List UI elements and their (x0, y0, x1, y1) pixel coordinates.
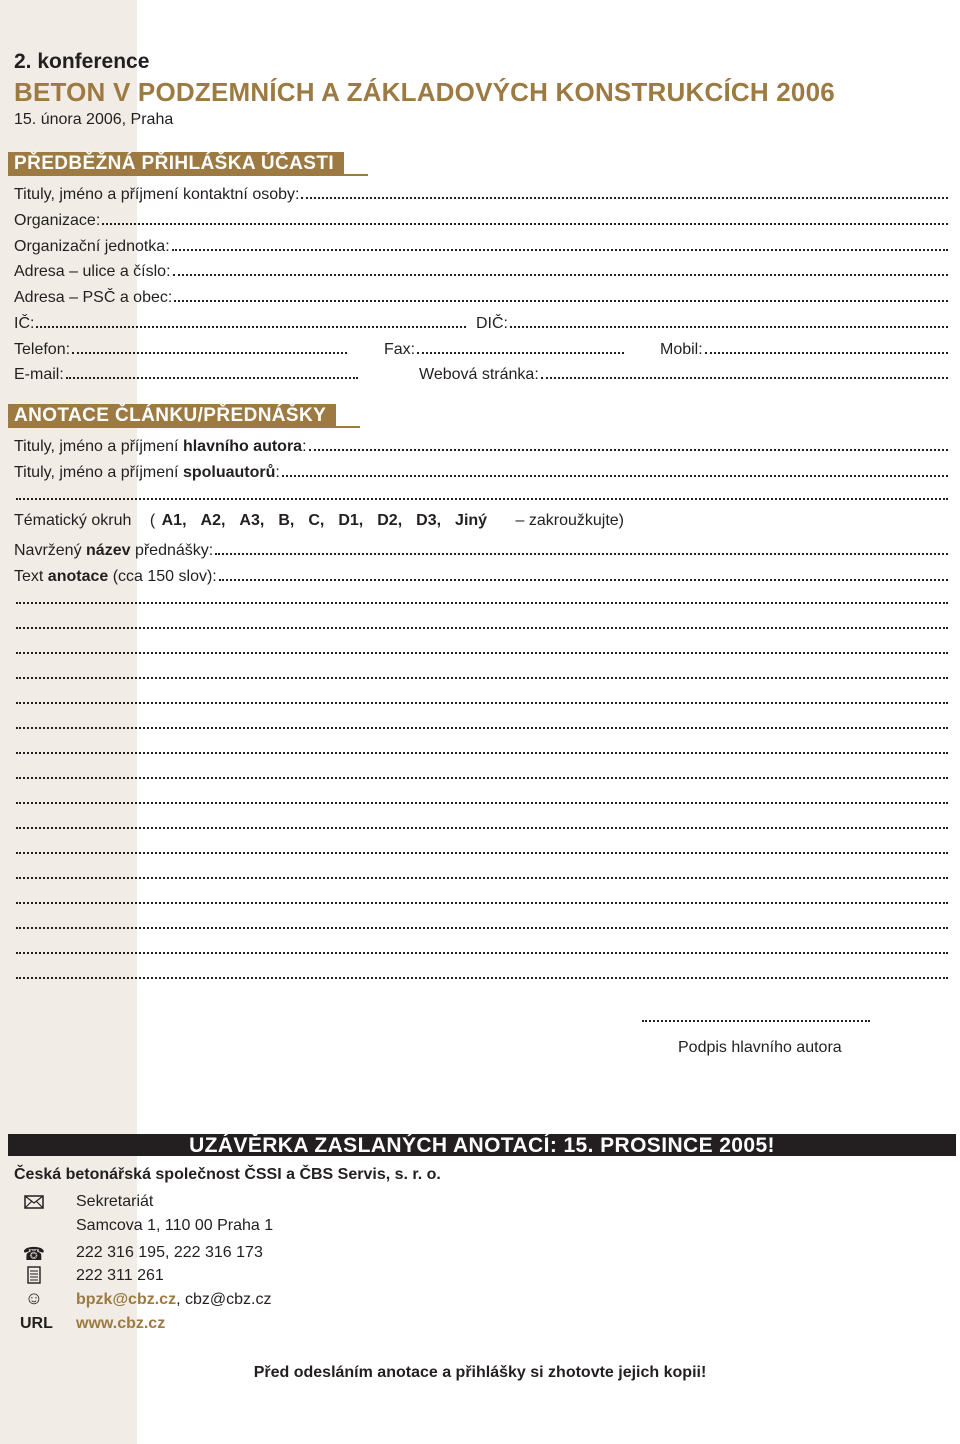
topic-label: Tématický okruh (14, 512, 132, 529)
topic-option[interactable]: A2, (200, 512, 226, 529)
annotation-line[interactable] (16, 925, 948, 929)
topic-row (14, 512, 624, 530)
conference-date: 15. února 2006, Praha (14, 111, 174, 128)
annotation-line[interactable] (16, 675, 948, 679)
topic-option[interactable]: D1, (338, 512, 364, 529)
organization-field[interactable] (14, 208, 948, 230)
web-label: Webová stránka: (419, 366, 539, 383)
topic-option[interactable]: A3, (239, 512, 265, 529)
website-link-wrap (76, 1315, 165, 1333)
conference-number: 2. konference (14, 50, 150, 73)
envelope-icon (22, 1193, 46, 1214)
annotation-heading (8, 404, 360, 428)
address-city-label: Adresa – PSČ a obec: (14, 289, 173, 306)
main-author-bold: hlavního autora (182, 438, 303, 455)
talk-title-bold: název (86, 542, 131, 559)
url-label: URL (20, 1315, 53, 1332)
topic-option[interactable]: A1, (161, 512, 187, 529)
phone-numbers: 222 316 195, 222 316 173 (76, 1244, 263, 1261)
annotation-line[interactable] (16, 725, 948, 729)
annotation-heading-text: ANOTACE ČLÁNKU/PŘEDNÁŠKY (8, 404, 336, 428)
dic-label: DIČ: (476, 315, 508, 332)
main-author-field[interactable]: Tituly, jméno a příjmení hlavního autora: (14, 434, 948, 456)
phone-field[interactable] (14, 337, 347, 359)
organization-label: Organizace: (14, 212, 101, 229)
contact-name-field[interactable] (14, 182, 948, 204)
annotation-line[interactable] (16, 850, 948, 854)
annotation-line[interactable] (16, 800, 948, 804)
topic-option[interactable]: C, (308, 512, 325, 529)
mobile-field[interactable] (660, 337, 948, 359)
signature-line[interactable] (642, 1020, 870, 1022)
fax-number: 222 311 261 (76, 1267, 164, 1284)
website-link[interactable]: www.cbz.cz (76, 1315, 166, 1332)
address-street-field[interactable] (14, 259, 948, 281)
phone-label: Telefon: (14, 341, 71, 358)
ic-label: IČ: (14, 315, 35, 332)
unit-label: Organizační jednotka: (14, 238, 170, 255)
smiley-icon: ☺ (24, 1288, 44, 1308)
fax-label: Fax: (384, 341, 416, 358)
email-other[interactable]: , cbz@cbz.cz (176, 1291, 272, 1308)
topic-option[interactable]: D2, (377, 512, 403, 529)
topic-open: ( (149, 512, 156, 529)
topic-option[interactable]: D3, (416, 512, 442, 529)
unit-field[interactable] (14, 234, 948, 256)
email-field[interactable] (14, 362, 358, 384)
conference-title: BETON V PODZEMNÍCH A ZÁKLADOVÝCH KONSTRUKCÍCH 2006 (14, 77, 835, 107)
ic-field[interactable] (14, 311, 466, 333)
topic-option[interactable]: B, (278, 512, 295, 529)
annotation-line[interactable] (16, 875, 948, 879)
talk-title-suffix: přednášky: (130, 542, 214, 559)
annotation-line[interactable] (16, 950, 948, 954)
annotation-text-label: Text (14, 568, 48, 585)
email-label: E-mail: (14, 366, 64, 383)
fax-field[interactable] (384, 337, 624, 359)
copy-note: Před odesláním anotace a přihlášky si zhotovte jejich kopii! (253, 1364, 707, 1381)
address-city-field[interactable] (14, 285, 948, 307)
annotation-text-field[interactable] (14, 564, 948, 586)
annotation-text-suffix: (cca 150 slov): (108, 568, 217, 585)
annotation-line[interactable] (16, 625, 948, 629)
annotation-text-bold: anotace (47, 568, 109, 585)
office-address: Samcova 1, 110 00 Praha 1 (76, 1217, 274, 1234)
fax-icon (22, 1266, 46, 1289)
co-author-label: Tituly, jméno a příjmení (14, 464, 183, 481)
talk-title-field[interactable] (14, 538, 948, 560)
web-field[interactable] (419, 362, 948, 384)
email-main-link[interactable]: bpzk@cbz.cz (76, 1291, 177, 1308)
organizer-name: Česká betonářská společnost ČSSI a ČBS Servis, s. r. o. (14, 1166, 441, 1183)
annotation-line[interactable] (16, 600, 948, 604)
annotation-line[interactable] (16, 650, 948, 654)
signature-label: Podpis hlavního autora (678, 1039, 842, 1056)
talk-title-label: Navržený (14, 542, 87, 559)
registration-heading-text: PŘEDBĚŽNÁ PŘIHLÁŠKA ÚČASTI (8, 152, 344, 176)
topic-option[interactable]: Jiný (455, 512, 488, 529)
annotation-line[interactable] (16, 900, 948, 904)
email-line (76, 1291, 271, 1309)
main-author-label: Tituly, jméno a příjmení (14, 438, 183, 455)
co-author-field[interactable]: Tituly, jméno a příjmení spoluautorů: (14, 460, 948, 482)
co-author-bold: spoluautorů (182, 464, 276, 481)
annotation-line[interactable] (16, 975, 948, 979)
dic-field[interactable] (476, 311, 948, 333)
annotation-line[interactable] (16, 750, 948, 754)
mobile-label: Mobil: (660, 341, 703, 358)
contact-name-label: Tituly, jméno a příjmení kontaktní osoby: (14, 186, 300, 203)
office-label: Sekretariát (76, 1193, 154, 1210)
telephone-icon: ☎ (22, 1244, 46, 1264)
co-author-extra-line[interactable] (16, 496, 948, 500)
annotation-line[interactable] (16, 825, 948, 829)
annotation-line[interactable] (16, 700, 948, 704)
registration-heading (8, 152, 368, 176)
deadline-banner: UZÁVĚRKA ZASLANÝCH ANOTACÍ: 15. PROSINCE 2005! (8, 1134, 956, 1156)
topic-suffix: – zakroužkujte) (515, 512, 625, 529)
address-street-label: Adresa – ulice a číslo: (14, 263, 171, 280)
annotation-line[interactable] (16, 775, 948, 779)
